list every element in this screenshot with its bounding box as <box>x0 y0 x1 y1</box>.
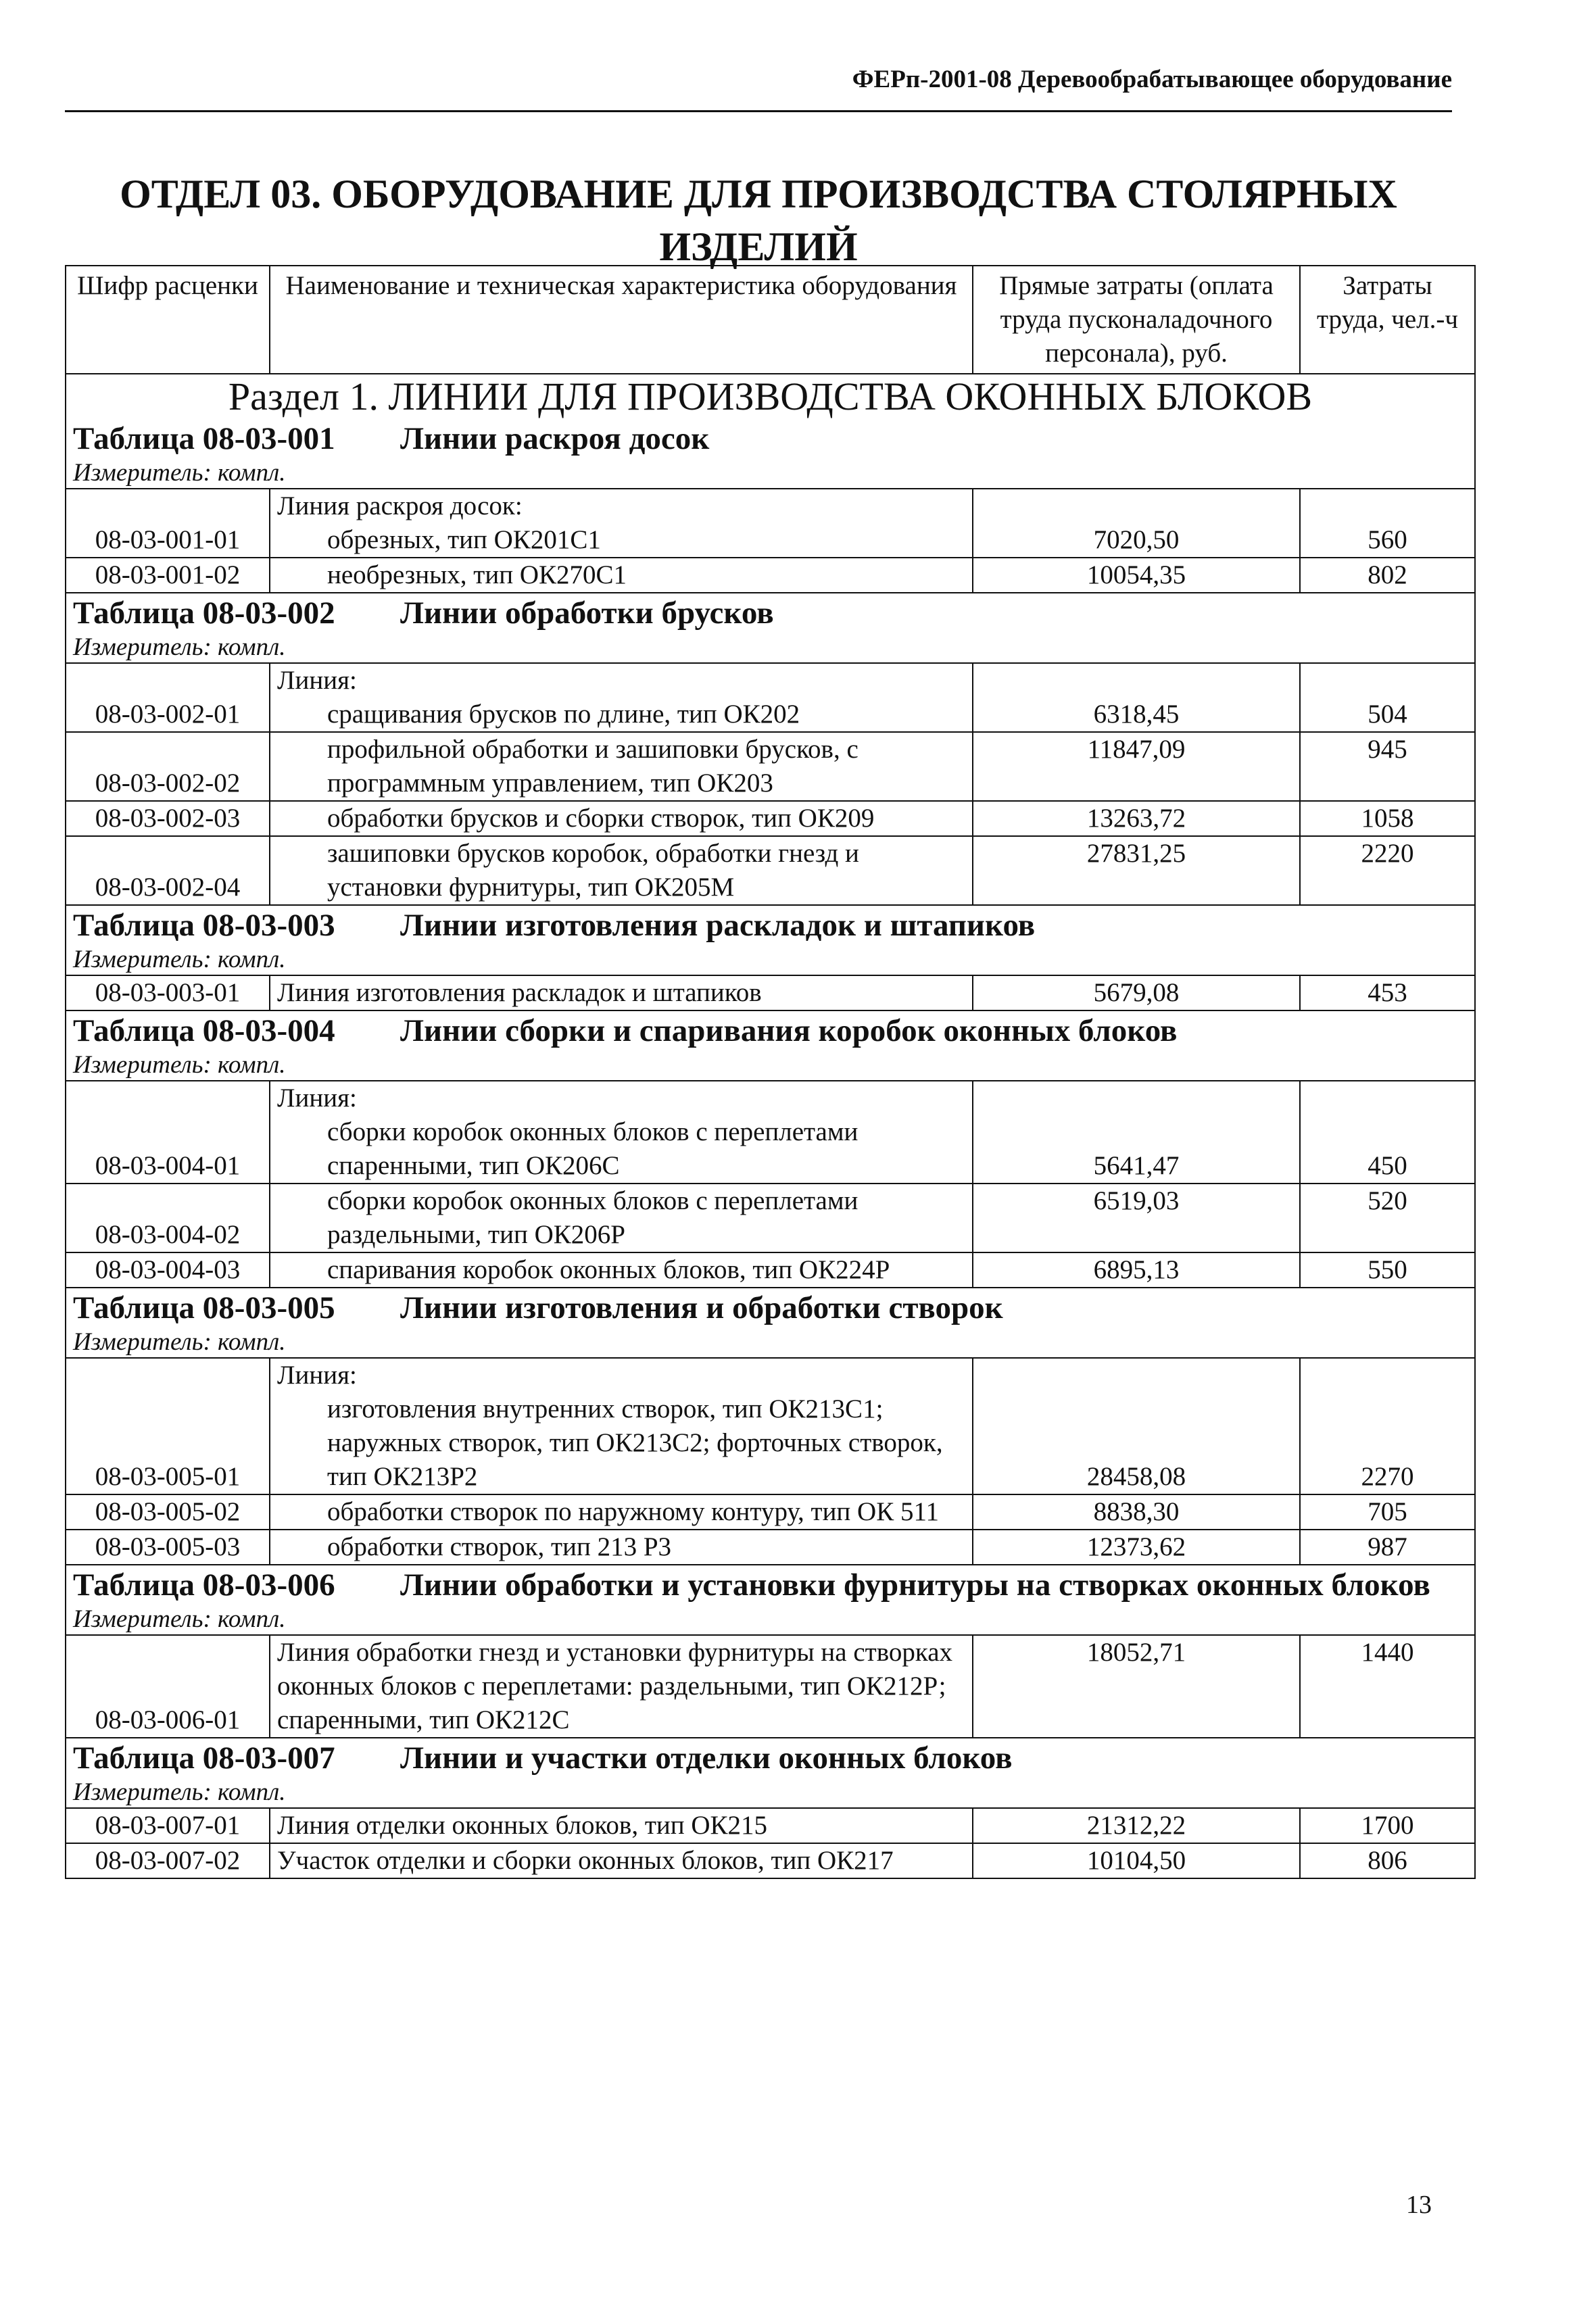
equipment-name-cell <box>270 975 973 1010</box>
equipment-name: зашиповки брусков коробок, обработки гнезд и установки фурнитуры, тип ОК205М <box>327 839 859 902</box>
line-lead: Линия: <box>277 666 357 695</box>
table-number: Таблица 08-03-002 <box>73 595 335 631</box>
equipment-name-cell <box>270 1843 973 1878</box>
table-title-row <box>66 1010 1475 1050</box>
line-lead: Линия раскроя досок: <box>277 491 523 520</box>
table-title-row <box>66 905 1475 945</box>
equipment-name-cell <box>270 1635 973 1738</box>
table-row <box>66 801 1475 836</box>
direct-cost: 10054,35 <box>973 558 1300 593</box>
direct-cost: 5641,47 <box>973 1081 1300 1184</box>
equipment-name: Участок отделки и сборки оконных блоков, тип ОК217 <box>277 1846 894 1875</box>
section-row <box>66 374 1475 419</box>
table-title <box>66 1010 1475 1050</box>
table-title-row <box>66 593 1475 633</box>
labor-hours: 806 <box>1300 1843 1475 1878</box>
table-title <box>66 419 1475 458</box>
table-row <box>66 1184 1475 1252</box>
rate-code: 08-03-005-03 <box>66 1530 270 1565</box>
equipment-name: обработки створок, тип 213 Р3 <box>327 1532 672 1561</box>
equipment-name: сборки коробок оконных блоков с переплетами раздельными, тип ОК206Р <box>327 1186 859 1249</box>
table-row <box>66 1843 1475 1878</box>
table-title <box>66 1288 1475 1327</box>
equipment-name: Линия обработки гнезд и установки фурнитуры на створках оконных блоков с переплетами: раздельными, тип ОК212Р; спаренными, тип ОК212С <box>277 1638 953 1734</box>
rate-code: 08-03-003-01 <box>66 975 270 1010</box>
rate-code: 08-03-006-01 <box>66 1635 270 1738</box>
table-number: Таблица 08-03-007 <box>73 1740 335 1776</box>
equipment-name-cell <box>270 1494 973 1530</box>
equipment-name: изготовления внутренних створок, тип ОК213С1; наружных створок, тип ОК213С2; форточных створок, тип ОК213Р2 <box>327 1394 943 1491</box>
labor-hours: 1058 <box>1300 801 1475 836</box>
rate-code: 08-03-002-03 <box>66 801 270 836</box>
meter-row <box>66 458 1475 489</box>
equipment-name: Линия изготовления раскладок и штапиков <box>277 978 762 1007</box>
table-title <box>66 1738 1475 1778</box>
direct-cost: 21312,22 <box>973 1808 1300 1843</box>
equipment-name: необрезных, тип ОК270С1 <box>327 560 627 589</box>
meter-row <box>66 1050 1475 1081</box>
rate-code: 08-03-004-01 <box>66 1081 270 1184</box>
direct-cost: 5679,08 <box>973 975 1300 1010</box>
equipment-name-cell <box>270 732 973 801</box>
labor-hours: 550 <box>1300 1252 1475 1288</box>
table-number: Таблица 08-03-005 <box>73 1290 335 1325</box>
meter-unit: Измеритель: компл. <box>66 945 1475 975</box>
direct-cost: 8838,30 <box>973 1494 1300 1530</box>
equipment-name: профильной обработки и зашиповки брусков, с программным управлением, тип ОК203 <box>327 735 859 798</box>
table-row <box>66 1494 1475 1530</box>
labor-hours: 987 <box>1300 1530 1475 1565</box>
labor-hours: 520 <box>1300 1184 1475 1252</box>
equipment-name-cell <box>270 836 973 905</box>
direct-cost: 7020,50 <box>973 489 1300 558</box>
meter-unit: Измеритель: компл. <box>66 1778 1475 1808</box>
running-header: ФЕРп-2001-08 Деревообрабатывающее оборудование <box>852 66 1452 93</box>
table-row <box>66 732 1475 801</box>
table-row <box>66 1530 1475 1565</box>
meter-row <box>66 1327 1475 1358</box>
table-caption: Линии изготовления и обработки створок <box>400 1290 1003 1325</box>
equipment-name: спаривания коробок оконных блоков, тип ОК224Р <box>327 1255 890 1284</box>
table-title-row <box>66 419 1475 458</box>
meter-row <box>66 1605 1475 1635</box>
meter-row <box>66 1778 1475 1808</box>
equipment-name: обработки створок по наружному контуру, тип ОК 511 <box>327 1497 940 1526</box>
rate-code: 08-03-005-02 <box>66 1494 270 1530</box>
meter-unit: Измеритель: компл. <box>66 1327 1475 1358</box>
table-title <box>66 1565 1475 1605</box>
labor-hours: 1700 <box>1300 1808 1475 1843</box>
direct-cost: 6318,45 <box>973 663 1300 732</box>
col-header-cost: Прямые затраты (оплата труда пусконаладочного персонала), руб. <box>973 266 1300 374</box>
meter-unit: Измеритель: компл. <box>66 633 1475 663</box>
table-row <box>66 489 1475 558</box>
equipment-name-cell <box>270 663 973 732</box>
meter-unit: Измеритель: компл. <box>66 1050 1475 1081</box>
equipment-name-cell <box>270 489 973 558</box>
labor-hours: 560 <box>1300 489 1475 558</box>
labor-hours: 1440 <box>1300 1635 1475 1738</box>
direct-cost: 12373,62 <box>973 1530 1300 1565</box>
table-title-row <box>66 1738 1475 1778</box>
table-number: Таблица 08-03-004 <box>73 1013 335 1048</box>
direct-cost: 6895,13 <box>973 1252 1300 1288</box>
table-title <box>66 593 1475 633</box>
equipment-name-cell <box>270 558 973 593</box>
labor-hours: 504 <box>1300 663 1475 732</box>
rate-code: 08-03-007-01 <box>66 1808 270 1843</box>
meter-unit: Измеритель: компл. <box>66 1605 1475 1635</box>
rate-code: 08-03-002-02 <box>66 732 270 801</box>
rate-code: 08-03-007-02 <box>66 1843 270 1878</box>
line-lead: Линия: <box>277 1083 357 1113</box>
equipment-name-cell <box>270 1081 973 1184</box>
rate-code: 08-03-001-02 <box>66 558 270 593</box>
labor-hours: 2220 <box>1300 836 1475 905</box>
table-number: Таблица 08-03-006 <box>73 1567 335 1603</box>
line-lead: Линия: <box>277 1361 357 1390</box>
direct-cost: 10104,50 <box>973 1843 1300 1878</box>
rate-code: 08-03-002-01 <box>66 663 270 732</box>
rates-table <box>65 265 1476 1879</box>
table-row <box>66 1808 1475 1843</box>
table-row <box>66 975 1475 1010</box>
labor-hours: 2270 <box>1300 1358 1475 1494</box>
table-caption: Линии обработки брусков <box>400 595 774 631</box>
table-caption: Линии изготовления раскладок и штапиков <box>400 908 1036 943</box>
meter-row <box>66 633 1475 663</box>
direct-cost: 13263,72 <box>973 801 1300 836</box>
equipment-name: Линия отделки оконных блоков, тип ОК215 <box>277 1811 768 1840</box>
header-rule <box>65 110 1452 112</box>
table-row <box>66 558 1475 593</box>
labor-hours: 945 <box>1300 732 1475 801</box>
page-number: 13 <box>1406 2191 1432 2219</box>
rate-code: 08-03-004-03 <box>66 1252 270 1288</box>
equipment-name-cell <box>270 1808 973 1843</box>
rate-code: 08-03-005-01 <box>66 1358 270 1494</box>
table-number: Таблица 08-03-001 <box>73 421 335 456</box>
table-row <box>66 1081 1475 1184</box>
labor-hours: 705 <box>1300 1494 1475 1530</box>
table-title-row <box>66 1288 1475 1327</box>
labor-hours: 802 <box>1300 558 1475 593</box>
equipment-name-cell <box>270 801 973 836</box>
table-row <box>66 663 1475 732</box>
table-caption: Линии обработки и установки фурнитуры на створках оконных блоков <box>400 1567 1430 1603</box>
equipment-name-cell <box>270 1358 973 1494</box>
col-header-labor: Затраты труда, чел.-ч <box>1300 266 1475 374</box>
direct-cost: 27831,25 <box>973 836 1300 905</box>
direct-cost: 11847,09 <box>973 732 1300 801</box>
equipment-name: сборки коробок оконных блоков с переплетами спаренными, тип ОК206С <box>327 1117 859 1180</box>
table-row <box>66 1252 1475 1288</box>
rate-code: 08-03-002-04 <box>66 836 270 905</box>
table-row <box>66 1635 1475 1738</box>
direct-cost: 6519,03 <box>973 1184 1300 1252</box>
table-caption: Линии и участки отделки оконных блоков <box>400 1740 1013 1776</box>
meter-row <box>66 945 1475 975</box>
labor-hours: 453 <box>1300 975 1475 1010</box>
table-title-row <box>66 1565 1475 1605</box>
col-header-code: Шифр расценки <box>66 266 270 374</box>
equipment-name-cell <box>270 1184 973 1252</box>
section-title: Раздел 1. ЛИНИИ ДЛЯ ПРОИЗВОДСТВА ОКОННЫХ БЛОКОВ <box>66 374 1475 419</box>
equipment-name-cell <box>270 1252 973 1288</box>
table-caption: Линии сборки и спаривания коробок оконных блоков <box>400 1013 1178 1048</box>
department-title: ОТДЕЛ 03. ОБОРУДОВАНИЕ ДЛЯ ПРОИЗВОДСТВА СТОЛЯРНЫХ ИЗДЕЛИЙ <box>120 172 1397 269</box>
table-row <box>66 1358 1475 1494</box>
equipment-name: сращивания брусков по длине, тип ОК202 <box>327 700 800 729</box>
labor-hours: 450 <box>1300 1081 1475 1184</box>
col-header-name: Наименование и техническая характеристика оборудования <box>270 266 973 374</box>
direct-cost: 28458,08 <box>973 1358 1300 1494</box>
table-title <box>66 905 1475 945</box>
column-header-row <box>66 266 1475 374</box>
table-caption: Линии раскроя досок <box>400 421 710 456</box>
meter-unit: Измеритель: компл. <box>66 458 1475 489</box>
table-row <box>66 836 1475 905</box>
table-number: Таблица 08-03-003 <box>73 908 335 943</box>
rate-code: 08-03-004-02 <box>66 1184 270 1252</box>
equipment-name-cell <box>270 1530 973 1565</box>
direct-cost: 18052,71 <box>973 1635 1300 1738</box>
equipment-name: обрезных, тип ОК201С1 <box>327 525 601 554</box>
rate-code: 08-03-001-01 <box>66 489 270 558</box>
equipment-name: обработки брусков и сборки створок, тип ОК209 <box>327 804 875 833</box>
